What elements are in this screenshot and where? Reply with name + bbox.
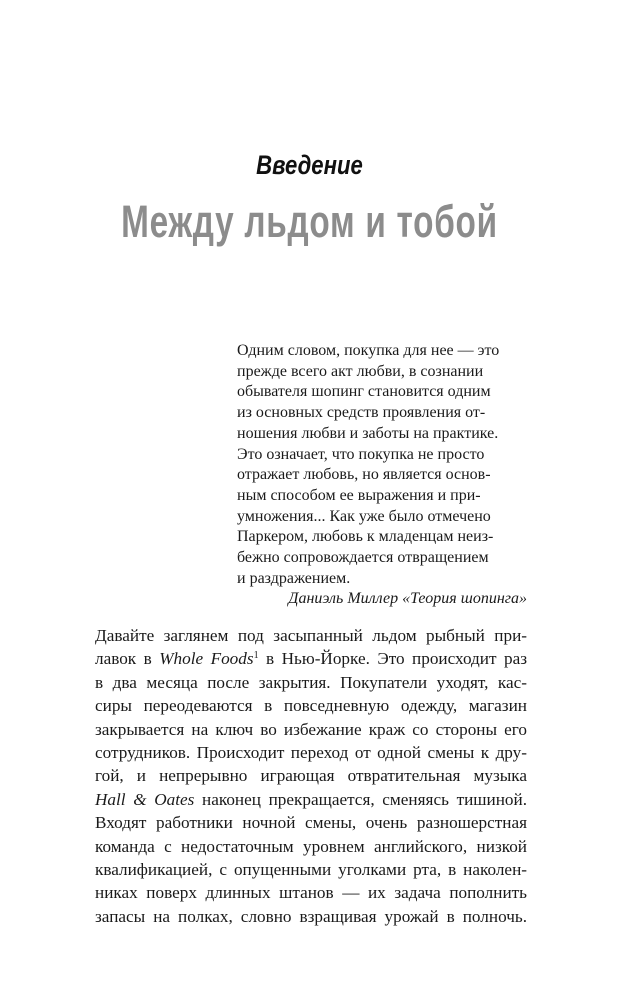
- band-name: Hall & Oates: [95, 789, 195, 809]
- body-text: в Нью-Йорке. Это происходит раз: [258, 649, 527, 669]
- body-line: сотрудников. Происходит переход от одной смены к дру-: [95, 743, 527, 763]
- epigraph-attribution: Даниэль Миллер «Теория шопинга»: [288, 590, 527, 608]
- epigraph-line: бежно сопровождается отвращением: [237, 549, 489, 567]
- epigraph-line: прежде всего акт любви, в сознании: [237, 362, 484, 380]
- body-line: Входят работники ночной смены, очень разношерстная: [95, 813, 527, 833]
- body-text: лавок в: [95, 649, 160, 669]
- body-paragraph: [95, 624, 527, 928]
- body-line: запасы на полках, словно взращивая урожай в полночь.: [95, 906, 527, 926]
- footnote-ref[interactable]: 1: [253, 650, 259, 662]
- body-line: никах поверх длинных штанов — их задача пополнить: [95, 883, 527, 903]
- epigraph-line: Это означает, что покупка не просто: [237, 445, 485, 463]
- epigraph-line: ношения любви и заботы на практике.: [237, 424, 499, 442]
- epigraph-line: умножения... Как уже было отмечено: [237, 507, 491, 525]
- body-line: команда с недостаточным уровнем английского, низкой: [95, 836, 527, 856]
- epigraph: [237, 341, 527, 610]
- body-text: наконец прекращается, сменяясь тишиной.: [194, 789, 528, 809]
- body-line: закрывается на ключ во избежание краж со стороны его: [95, 719, 527, 739]
- epigraph-line: ным способом ее выражения и при-: [237, 486, 481, 504]
- body-line: в два месяца после закрытия. Покупатели уходят, кас-: [95, 672, 527, 692]
- body-line: квалификацией, с опущенными уголками рта, в наколен-: [95, 860, 527, 880]
- body-line: [95, 788, 527, 811]
- body-line: гой, и непрерывно играющая отвратительная музыка: [95, 766, 527, 786]
- epigraph-line: Паркером, любовь к младенцам неиз-: [237, 528, 494, 546]
- body-line: [95, 647, 527, 670]
- epigraph-line: Одним словом, покупка для нее — это: [237, 342, 500, 359]
- chapter-title: Между льдом и тобой: [121, 196, 498, 247]
- epigraph-line: из основных средств проявления от-: [237, 404, 486, 422]
- brand-name: Whole Foods: [159, 649, 254, 669]
- body-line: сиры переодеваются в повседневную одежду, магазин: [95, 696, 527, 716]
- body-line: Давайте заглянем под засыпанный льдом рыбный при-: [95, 626, 527, 645]
- epigraph-line: и раздражением.: [237, 569, 351, 587]
- epigraph-line: отражает любовь, но является основ-: [237, 466, 491, 484]
- epigraph-line: обывателя шопинг становится одним: [237, 383, 491, 401]
- chapter-label: Введение: [256, 150, 363, 180]
